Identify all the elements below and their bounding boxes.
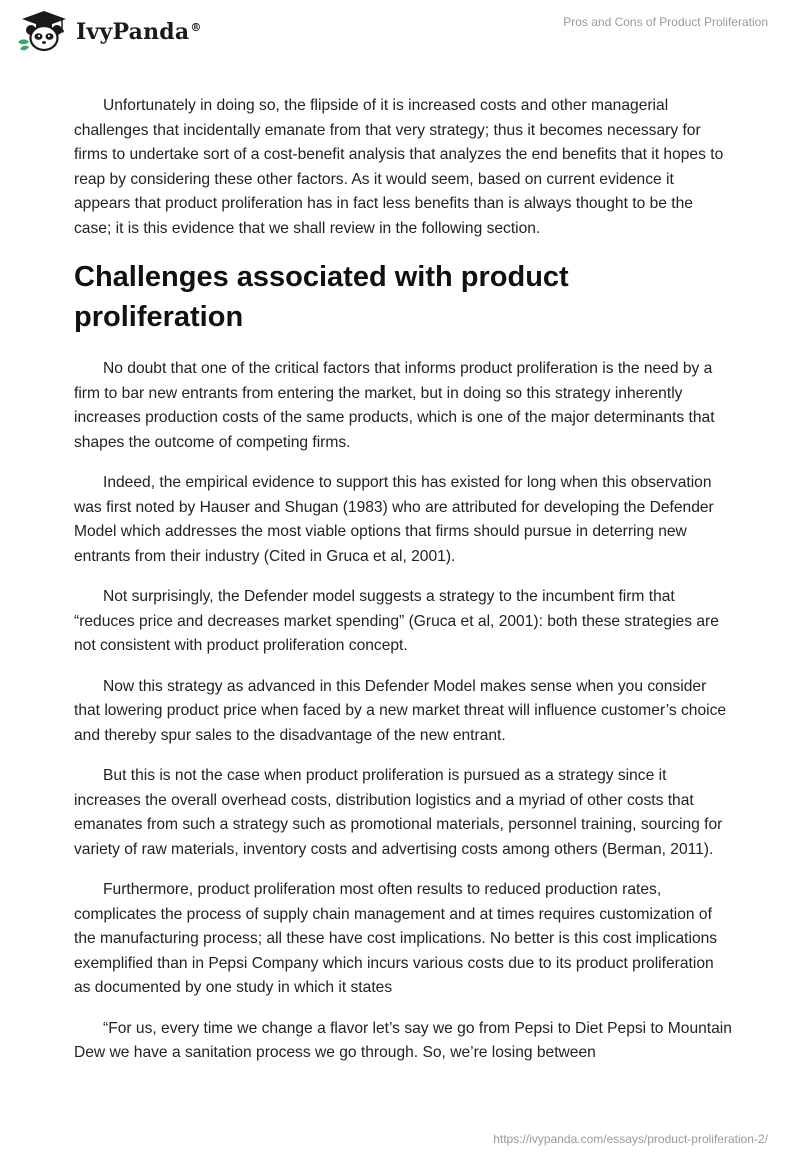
paragraph: Now this strategy as advanced in this Defender Model makes sense when you consider that lowering product price when faced by a new market threat will influence customer’s choice and thereby spur sales to the disadvantage of the new entrant.	[74, 677, 727, 744]
paragraph: Unfortunately in doing so, the flipside of it is increased costs and other managerial challenges that incidentally emanate from that very strategy; thus it becomes necessary for firms to undertake sort of a cost-benefit analysis that analyzes the end benefits that it hopes to reap by considering these other factors. As it would seem, based on current evidence it appears that product proliferation has in fact less benefits than is always thought to be the case; it is this evidence that we shall review in the following section.	[74, 97, 724, 237]
essay-body	[74, 94, 734, 1082]
brand-name: IvyPanda	[76, 19, 190, 45]
paragraph: No doubt that one of the critical factors that informs product proliferation is the need by a firm to bar new entrants from entering the market, but in doing so this strategy inherently increases production costs of the same products, which is one of the major determinants that shapes the outcome of competing firms.	[74, 360, 715, 451]
paragraph: But this is not the case when product proliferation is pursued as a strategy since it increases the overall overhead costs, distribution logistics and a myriad of other costs that emanates from such a strategy such as promotional materials, personnel training, sourcing for variety of raw materials, inventory costs and advertising costs among others (Berman, 2011).	[74, 767, 723, 858]
section-heading: Challenges associated with product proliferation	[74, 261, 569, 333]
paragraph: Not surprisingly, the Defender model suggests a strategy to the incumbent firm that “reduces price and decreases market spending” (Gruca et al, 2001): both these strategies are not consistent with product proliferation concept.	[74, 588, 719, 654]
ivypanda-logo[interactable]	[14, 8, 202, 52]
registered-mark: ®	[190, 20, 202, 34]
panda-mascot-icon	[14, 8, 70, 52]
paragraph: Indeed, the empirical evidence to support this has existed for long when this observation was first noted by Hauser and Shugan (1983) who are attributed for developing the Defender Model which addresses the most viable options that firms should pursue in deterring new entrants from their industry (Cited in Gruca et al, 2001).	[74, 474, 714, 565]
document-title: Pros and Cons of Product Proliferation	[563, 15, 768, 29]
page-header	[0, 0, 800, 60]
paragraph: “For us, every time we change a flavor let’s say we go from Pepsi to Diet Pepsi to Mountain Dew we have a sanitation process we go through. So, we’re losing between	[74, 1019, 732, 1061]
source-url[interactable]: https://ivypanda.com/essays/product-proliferation-2/	[493, 1132, 768, 1146]
paragraph: Furthermore, product proliferation most often results to reduced production rates, complicates the process of supply chain management and at times requires customization of the manufacturing process; all these have cost implications. No better is this cost implications exemplified than in Pepsi Company which incurs various costs due to its product proliferation as documented by one study in which it states	[74, 881, 718, 996]
